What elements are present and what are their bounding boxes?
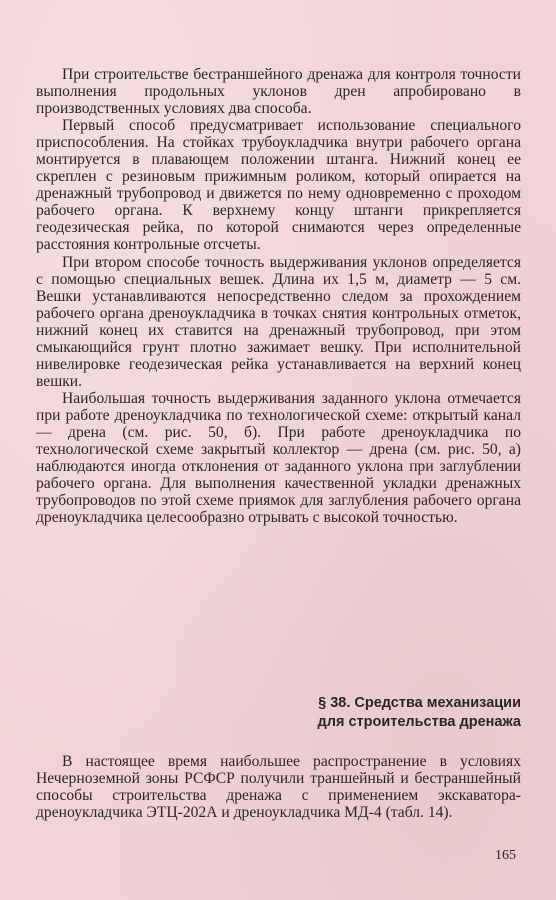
page-number: 165 — [495, 848, 516, 863]
paragraph-2: Первый способ предусматривает использование специального приспособления. На стойках трубоукладчика внутри рабочего органа монтируется в плавающем положении штанга. Нижний конец ее скреплен с резиновым прижимным роликом, который опирается на дренажный трубопровод и движется по нему одновременно с проходом рабочего органа. К верхнему концу штанги прикрепляется геодезическая рейка, по которой снимаются через определенные расстояния контрольные отсчеты. — [36, 117, 521, 254]
main-text — [36, 66, 521, 526]
section-heading — [36, 694, 521, 732]
paragraph-1: При строительстве бестраншейного дренажа для контроля точности выполнения продольных уклонов дрен апробировано в производственных условиях два способа. — [36, 66, 521, 118]
paragraph-3: При втором способе точность выдерживания уклонов определяется с помощью специальных вешек. Длина их 1,5 м, диаметр — 5 см. Вешки устанавливаются непосредственно следом за прохождением рабочего органа дреноукладчика в точках снятия контрольных отметок, нижний конец их ставится на дренажный трубопровод, при этом смыкающийся грунт плотно зажимает вешку. При исполнительной нивелировке геодезическая рейка устанавливается на верхний конец вешки. — [36, 253, 521, 390]
section-heading-line-2: для строительства дренажа — [317, 714, 521, 730]
paragraph-4: Наибольшая точность выдерживания заданного уклона отмечается при работе дреноукладчика по технологической схеме: открытый канал — дрена (см. рис. 50, б). При работе дреноукладчика по технологической схеме закрытый коллектор — дрена (см. рис. 50, а) наблюдаются иногда отклонения от заданного уклона при заглублении рабочего органа. Для выполнения качественной укладки дренажных трубопроводов по этой схеме приямок для заглубления рабочего органа дреноукладчика целесообразно отрывать с высокой точностью. — [36, 389, 521, 527]
section-text — [36, 753, 521, 821]
section-paragraph-1: В настоящее время наибольшее распространение в условиях Нечерноземной зоны РСФСР получили траншейный и бестраншейный способы строительства дренажа с применением экскаватора-дреноукладчика ЭТЦ-202А и дреноукладчика МД-4 (табл. 14). — [36, 753, 521, 822]
section-heading-line-1: § 38. Средства механизации — [318, 695, 521, 711]
